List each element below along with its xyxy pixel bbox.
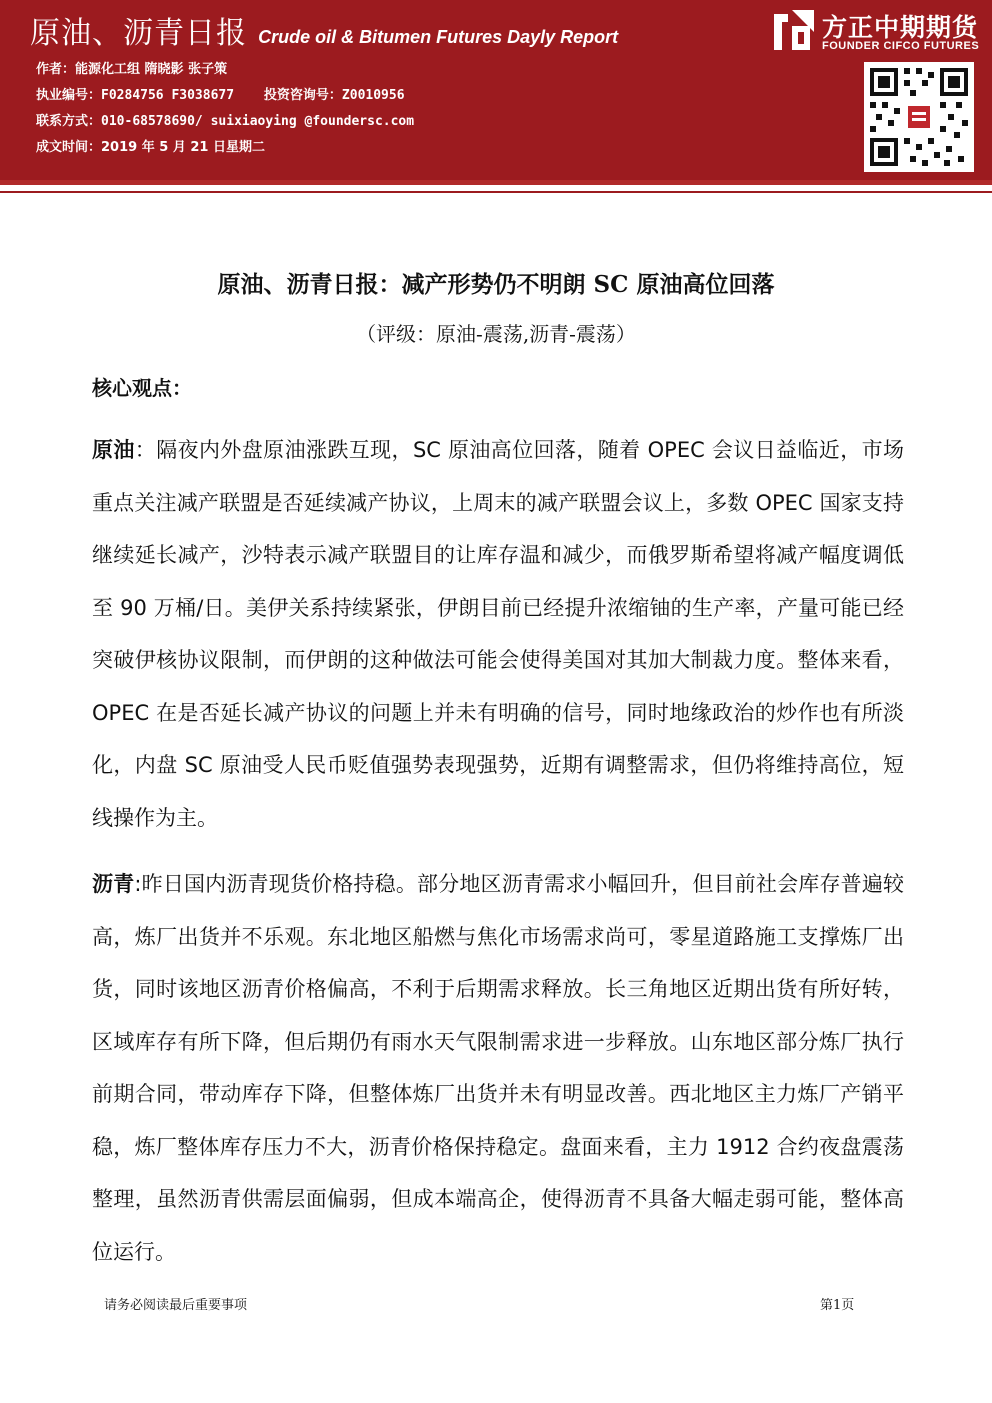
bitumen-lead: 沥青: [92, 872, 135, 896]
advisory-label: 投资咨询号：: [263, 88, 342, 103]
report-header: [0, 0, 992, 180]
footer-notice: 请务必阅读最后重要事项: [104, 1298, 248, 1313]
header-divider-thin: [0, 191, 992, 193]
logo-text-cn: 方正中期期货: [822, 13, 979, 42]
advisory-value: Z0010956: [341, 88, 405, 103]
report-title: [30, 8, 618, 52]
founder-logo: [770, 8, 982, 58]
date-line: [36, 136, 265, 155]
license-label: 执业编号：: [36, 88, 102, 103]
contact-line: [36, 110, 414, 129]
logo-text-en: FOUNDER CIFCO FUTURES: [822, 40, 980, 52]
contact-value: 010-68578690/ suixiaoying @foundersc.com: [101, 114, 415, 129]
qr-code-icon: [864, 62, 974, 172]
header-divider: [0, 180, 992, 191]
author-value: 能源化工组 隋晓影 张子策: [75, 62, 228, 77]
bitumen-paragraph: [92, 858, 904, 1278]
date-label: 成文时间：: [36, 140, 102, 155]
date-value: 2019 年 5 月 21 日星期二: [101, 140, 265, 155]
crude-oil-paragraph: [92, 424, 904, 844]
license-value: F0284756 F3038677: [101, 88, 235, 103]
document-title: 原油、沥青日报：减产形势仍不明朗 SC 原油高位回落: [217, 271, 775, 298]
qr-code: [864, 62, 974, 172]
contact-label: 联系方式：: [36, 114, 102, 129]
document-rating: （评级：原油-震荡,沥青-震荡）: [356, 322, 636, 346]
author-line: [36, 58, 227, 77]
page-number: 第1页: [820, 1298, 855, 1313]
crude-oil-lead: 原油: [92, 438, 135, 462]
bitumen-text: :昨日国内沥青现货价格持稳。部分地区沥青需求小幅回升，但目前社会库存普遍较高，炼厂出货并不乐观。东北地区船燃与焦化市场需求尚可，零星道路施工支撑炼厂出货，同时该地区沥青价格偏高，不利于后期需求释放。长三角地区近期出货有所好转，区域库存有所下降，但后期仍有雨水天气限制需求进一步释放。山东地区部分炼厂执行前期合同，带动库存下降，但整体炼厂出货并未有明显改善。西北地区主力炼厂产销平稳，炼厂整体库存压力不大，沥青价格保持稳定。盘面来看，主力 1912 合约夜盘震荡整理，虽然沥青供需层面偏弱，但成本端高企，使得沥青不具备大幅走弱可能，整体高位运行。: [92, 872, 905, 1264]
founder-logo-icon: [770, 10, 814, 54]
core-view-heading: 核心观点：: [92, 376, 192, 400]
report-title-cn: 原油、沥青日报: [30, 16, 247, 51]
report-title-en: Crude oil & Bitumen Futures Dayly Report: [258, 27, 619, 47]
license-line: [36, 84, 405, 103]
crude-oil-text: ：隔夜内外盘原油涨跌互现，SC 原油高位回落，随着 OPEC 会议日益临近，市场重点关注减产联盟是否延续减产协议，上周末的减产联盟会议上，多数 OPEC 国家支持继续延长减产，沙特表示减产联盟目的让库存温和减少，而俄罗斯希望将减产幅度调低至 90 万桶/日。美伊关系持续紧张，伊朗目前已经提升浓缩铀的生产率，产量可能已经突破伊核协议限制，而伊朗的这种做法可能会使得美国对其加大制裁力度。整体来看，OPEC 在是否延长减产协议的问题上并未有明确的信号，同时地缘政治的炒作也有所淡化，内盘 SC 原油受人民币贬值强势表现强势，近期有调整需求，但仍将维持高位，短线操作为主。: [92, 438, 904, 830]
author-label: 作者：: [36, 62, 76, 77]
